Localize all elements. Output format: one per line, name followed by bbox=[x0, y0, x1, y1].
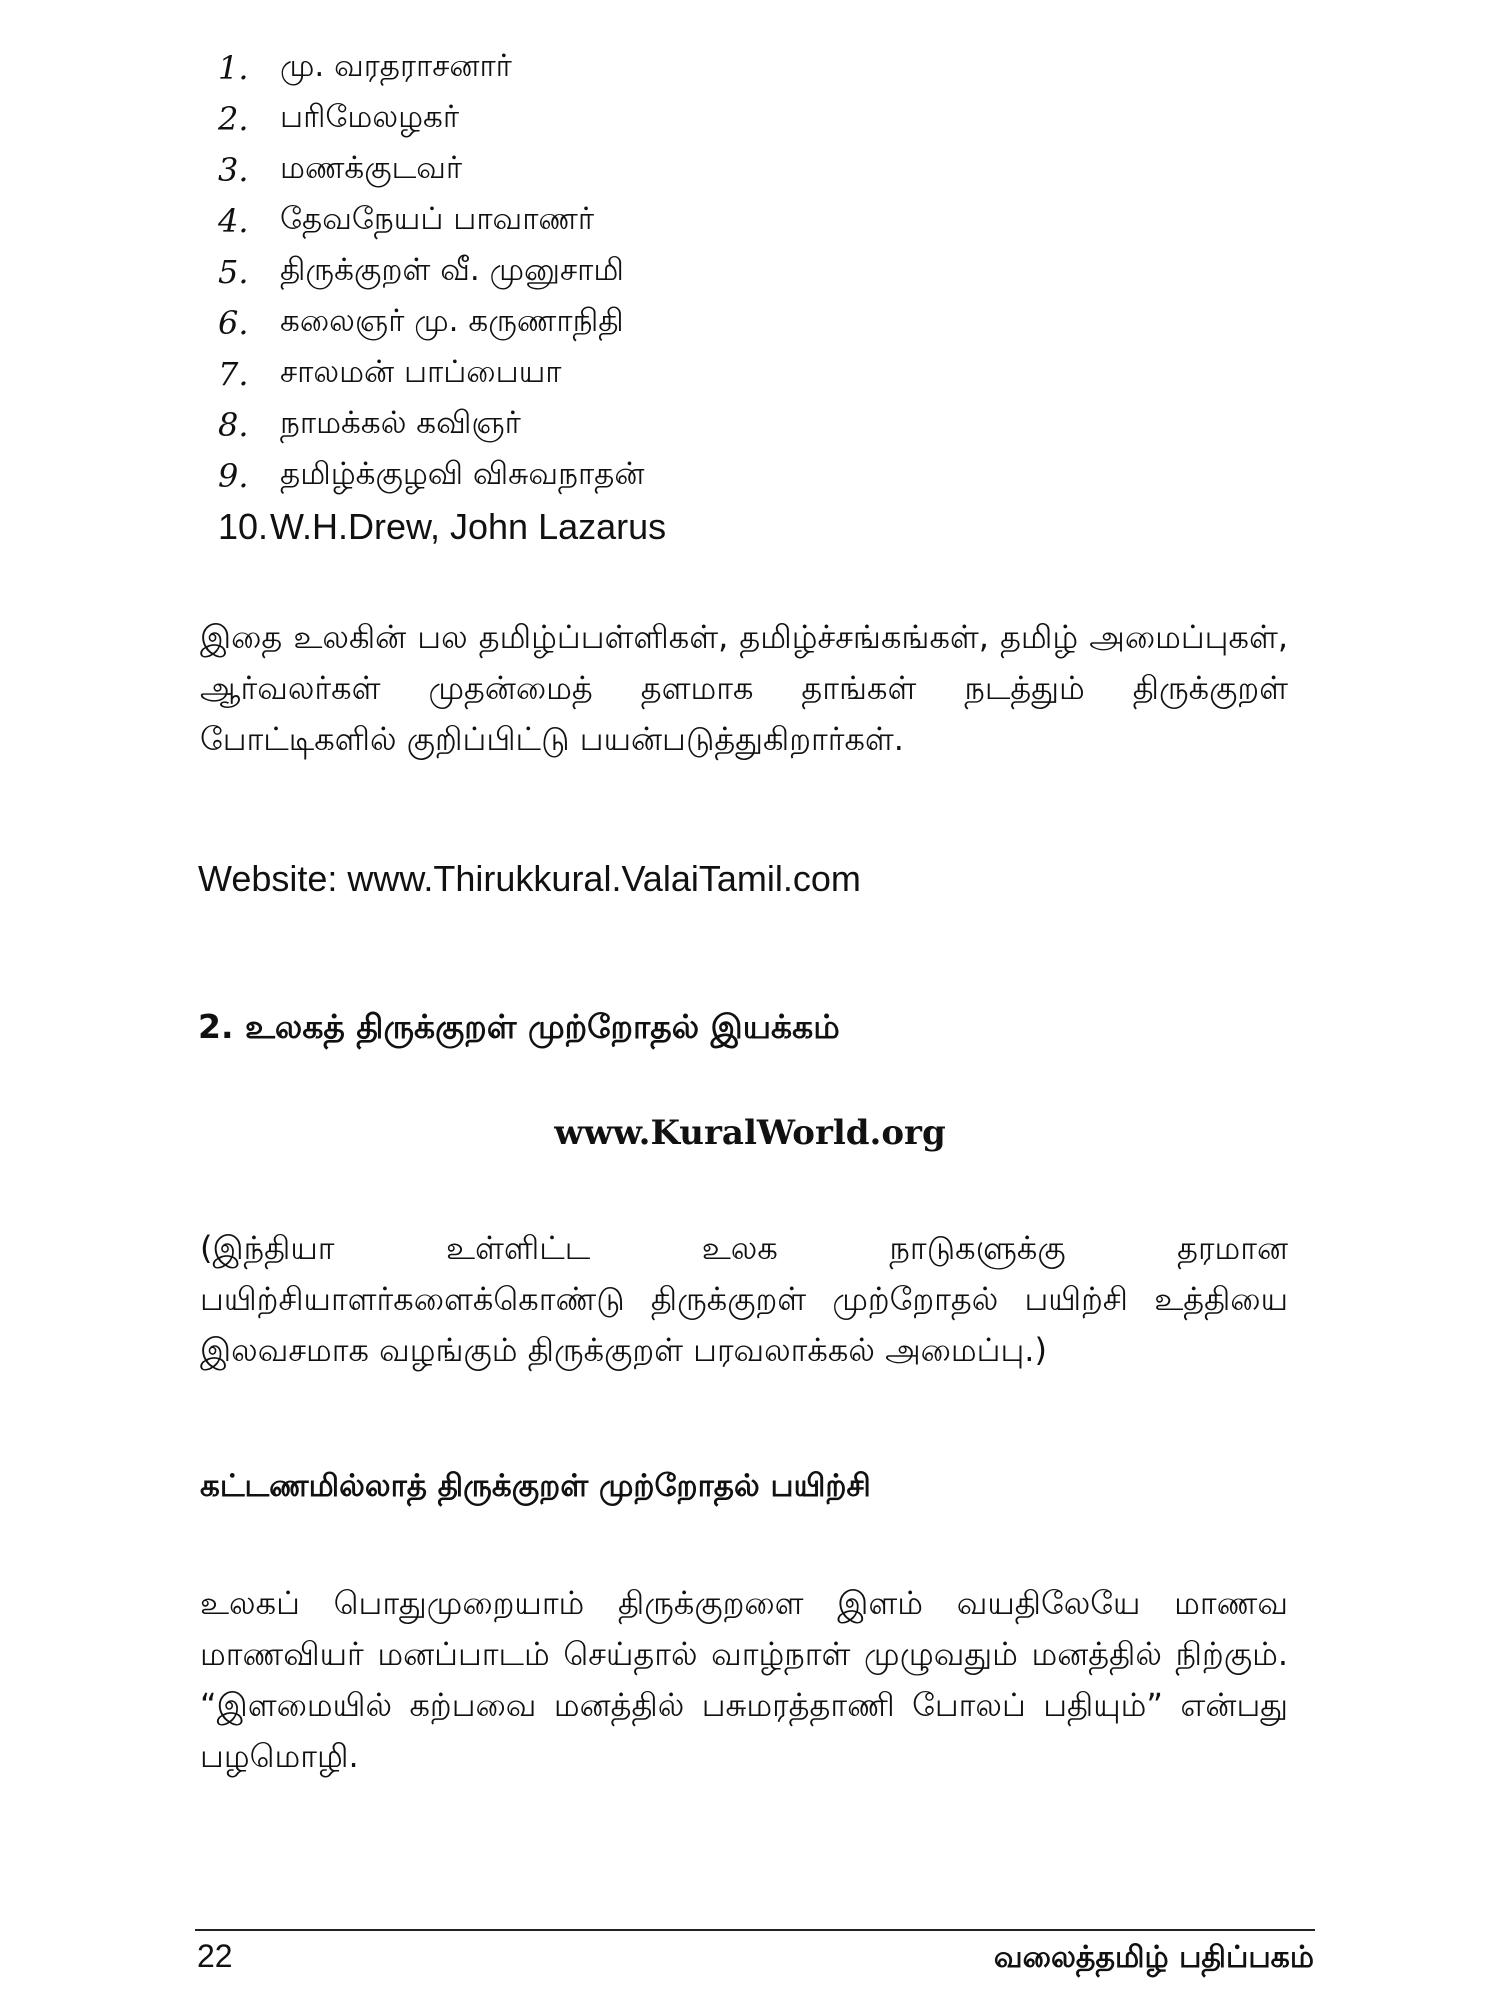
list-number: 1. bbox=[218, 48, 249, 87]
footer-divider bbox=[195, 1929, 1315, 1931]
list-text: கலைஞர் மு. கருணாநிதி bbox=[280, 302, 624, 339]
list-text: W.H.Drew, John Lazarus bbox=[270, 505, 667, 547]
list-item bbox=[218, 246, 666, 297]
publisher-name: வலைத்தமிழ் பதிப்பகம் bbox=[993, 1940, 1314, 1975]
list-number: 7. bbox=[218, 354, 249, 393]
list-number: 8. bbox=[218, 405, 249, 444]
list-item bbox=[218, 195, 666, 246]
list-text: திருக்குறள் வீ. முனுசாமி bbox=[280, 251, 624, 288]
section-heading: 2. உலகத் திருக்குறள் முற்றோதல் இயக்கம் bbox=[198, 1007, 840, 1046]
list-item bbox=[218, 42, 666, 93]
list-item bbox=[218, 399, 666, 450]
list-item bbox=[218, 297, 666, 348]
page-number: 22 bbox=[197, 1938, 233, 1974]
list-text: சாலமன் பாப்பையா bbox=[280, 353, 562, 390]
list-text: தமிழ்க்குழவி விசுவநாதன் bbox=[280, 455, 645, 492]
list-text: நாமக்கல் கவிஞர் bbox=[280, 404, 521, 441]
list-item bbox=[218, 348, 666, 399]
list-number: 5. bbox=[218, 252, 249, 291]
list-text: தேவநேயப் பாவாணர் bbox=[280, 200, 595, 237]
list-number: 4. bbox=[218, 201, 249, 240]
list-text: மு. வரதராசனார் bbox=[280, 47, 512, 84]
list-item bbox=[218, 450, 666, 501]
list-number: 6. bbox=[218, 303, 249, 342]
proverb-paragraph: உலகப் பொதுமுறையாம் திருக்குறளை இளம் வயதிலேயே மாணவ மாணவியர் மனப்பாடம் செய்தால் வாழ்நாள் முழுவதும் மனத்தில் நிற்கும். “இளமையில் கற்பவை மனத்தில் பசுமரத்தாணி போலப் பதியும்” என்பது பழமொழி. bbox=[200, 1584, 1288, 1775]
list-item bbox=[218, 144, 666, 195]
list-number: 9. bbox=[218, 456, 249, 495]
commentator-list bbox=[218, 42, 666, 552]
organization-paragraph: (இந்தியா உள்ளிட்ட உலக நாடுகளுக்கு தரமான பயிற்சியாளர்களைக்கொண்டு திருக்குறள் முற்றோதல் பயிற்சி உத்தியை இலவசமாக வழங்கும் திருக்குறள் பரவலாக்கல் அமைப்பு.) bbox=[200, 1229, 1288, 1369]
kuralworld-url: www.KuralWorld.org bbox=[554, 1113, 946, 1153]
website-line: Website: www.Thirukkural.ValaiTamil.com bbox=[198, 858, 861, 899]
usage-paragraph: இதை உலகின் பல தமிழ்ப்பள்ளிகள், தமிழ்ச்சங்கங்கள், தமிழ் அமைப்புகள், ஆர்வலர்கள் முதன்மைத் தளமாக தாங்கள் நடத்தும் திருக்குறள் போட்டிகளில் குறிப்பிட்டு பயன்படுத்துகிறார்கள். bbox=[200, 618, 1288, 758]
list-number: 10. bbox=[218, 505, 269, 547]
list-text: மணக்குடவர் bbox=[280, 149, 463, 186]
list-item bbox=[218, 93, 666, 144]
list-number: 3. bbox=[218, 150, 249, 189]
list-number: 2. bbox=[218, 99, 249, 138]
list-text: பரிமேலழகர் bbox=[280, 98, 460, 135]
list-item bbox=[218, 501, 666, 552]
sub-heading: கட்டணமில்லாத் திருக்குறள் முற்றோதல் பயிற்சி bbox=[200, 1468, 871, 1504]
